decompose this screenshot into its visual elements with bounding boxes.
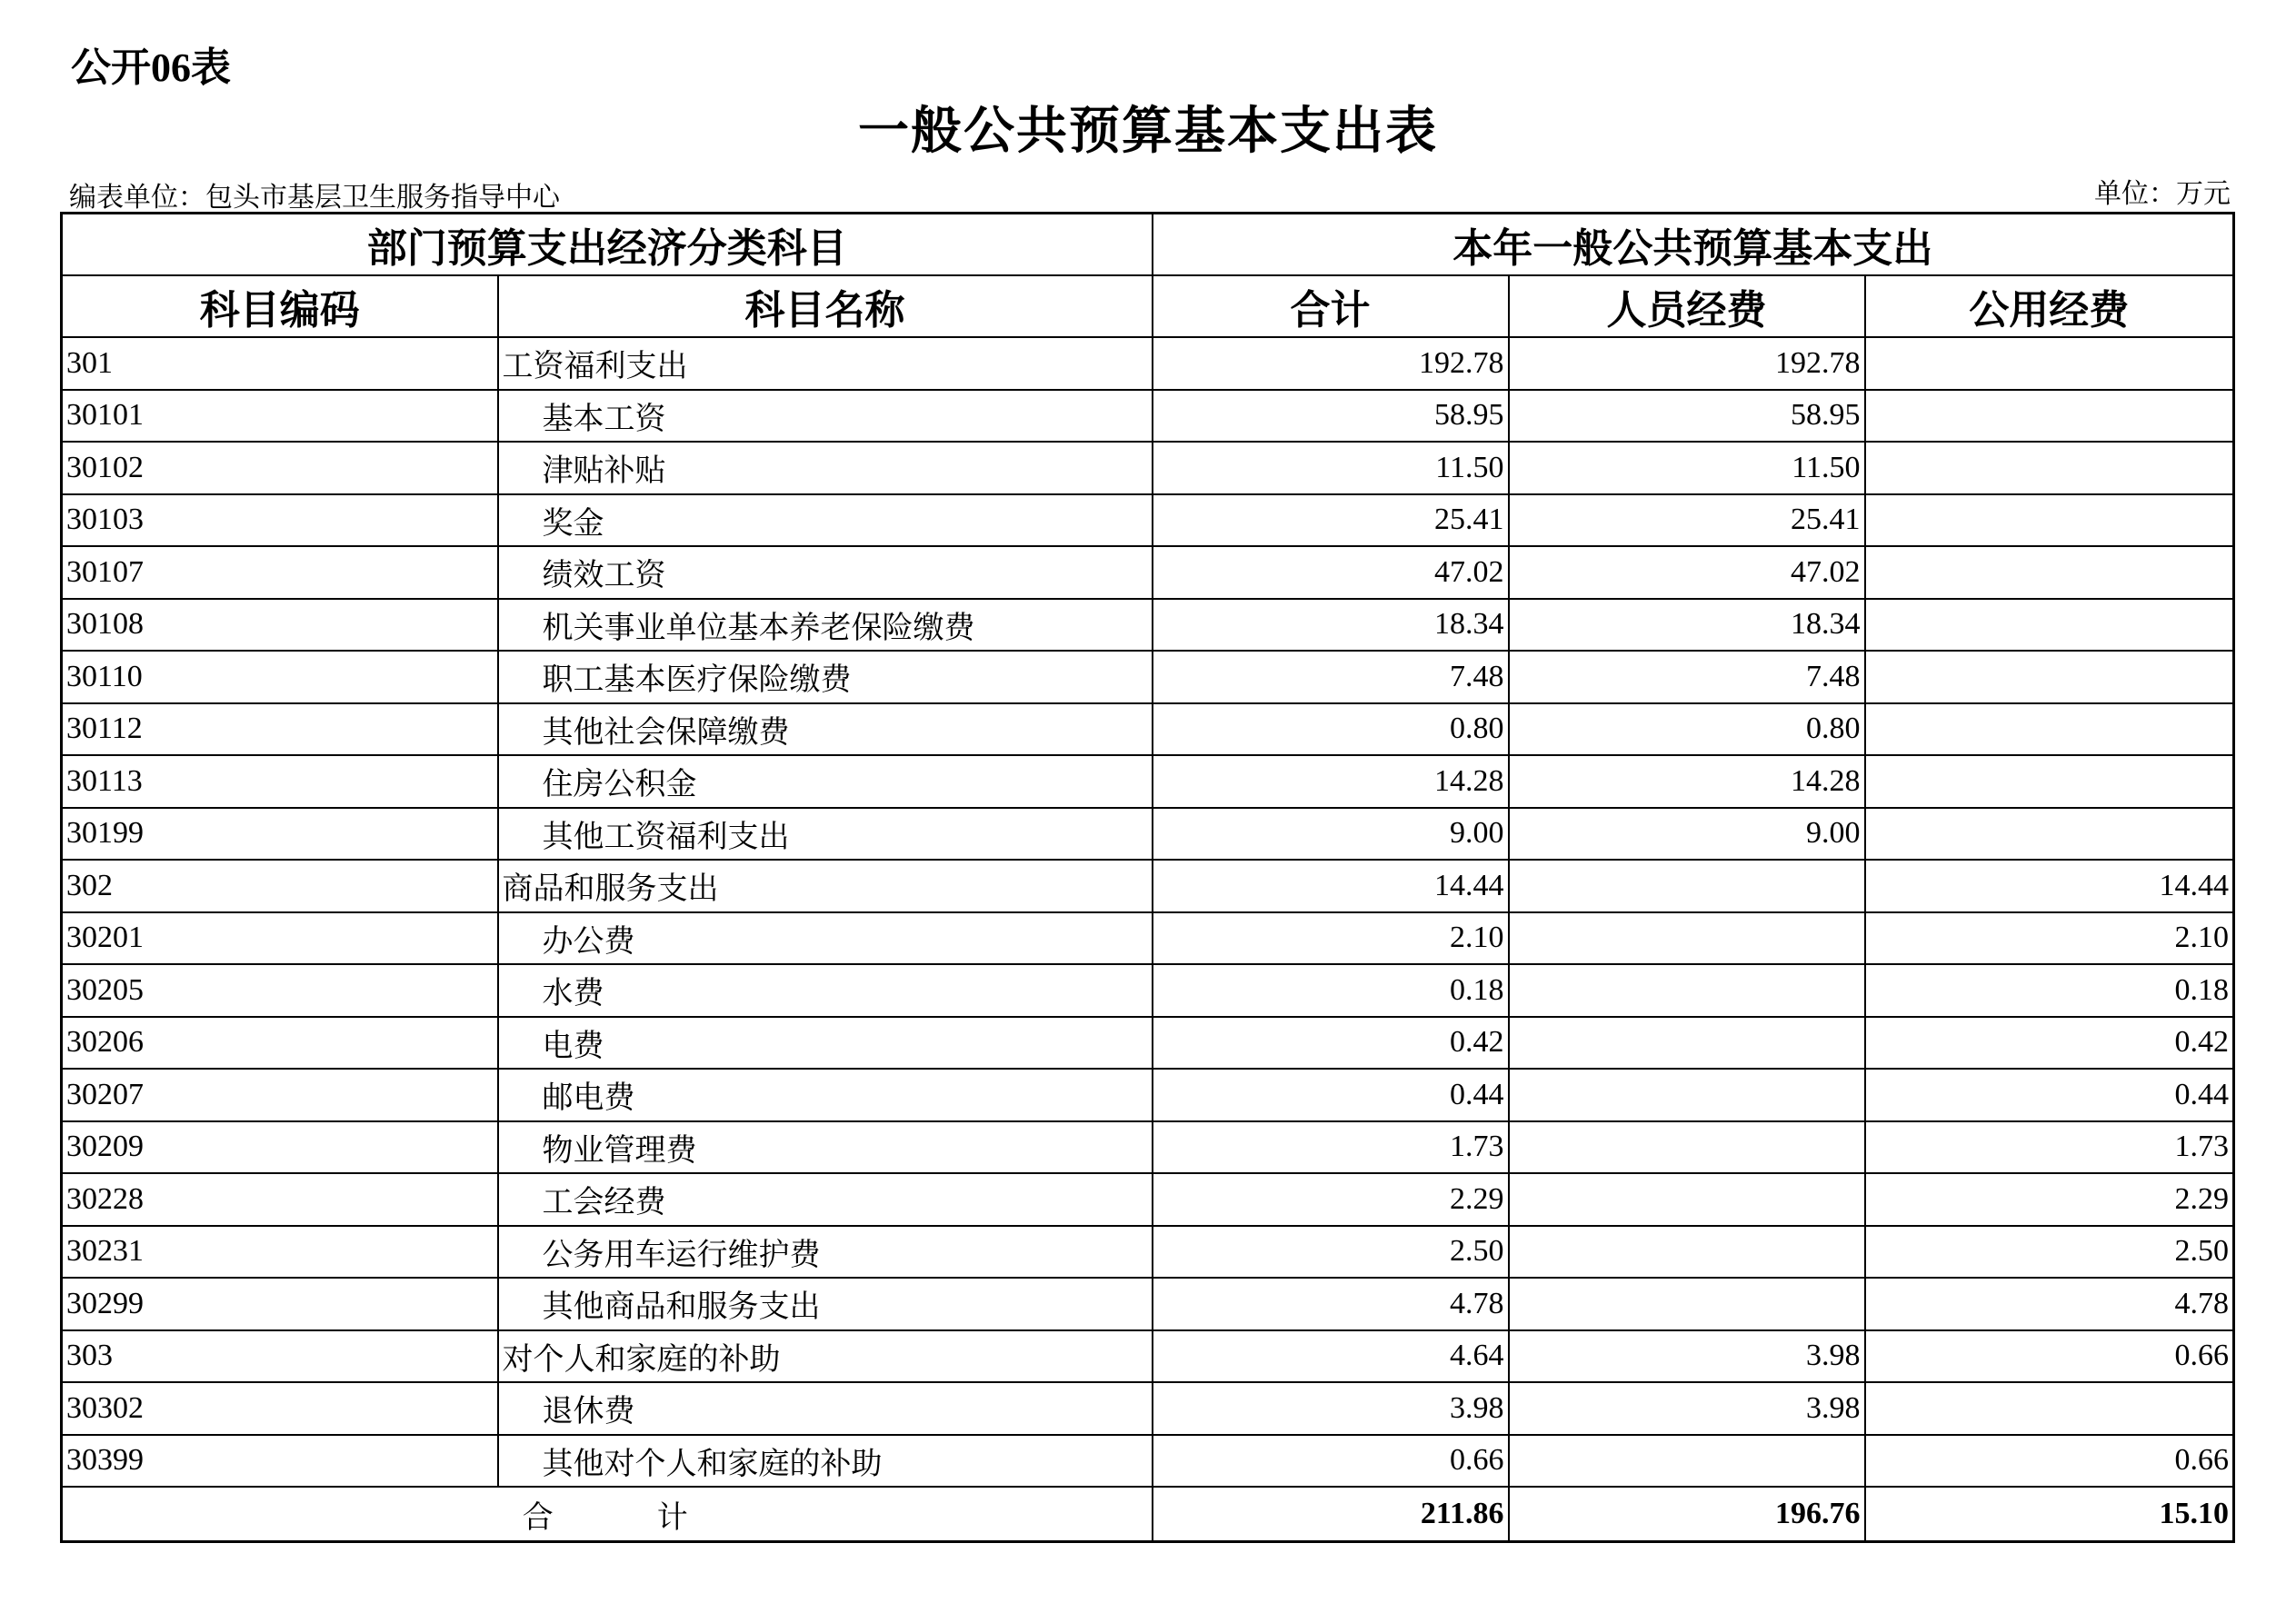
row-public: 0.66	[1865, 1330, 2234, 1383]
row-code: 30231	[62, 1226, 498, 1279]
row-personnel: 9.00	[1509, 808, 1865, 861]
row-total: 1.73	[1153, 1121, 1509, 1174]
row-public	[1865, 390, 2234, 443]
table-row	[62, 1278, 2234, 1330]
total-personnel: 196.76	[1509, 1487, 1865, 1542]
table-row	[62, 651, 2234, 703]
row-personnel	[1509, 912, 1865, 965]
row-code: 30205	[62, 964, 498, 1017]
row-name: 水费	[498, 964, 1153, 1017]
total-sum: 211.86	[1153, 1487, 1509, 1542]
column-header-personnel: 人员经费	[1509, 275, 1865, 337]
row-code: 30107	[62, 546, 498, 599]
row-total: 47.02	[1153, 546, 1509, 599]
row-code: 30113	[62, 755, 498, 808]
table-row	[62, 755, 2234, 808]
row-name: 基本工资	[498, 390, 1153, 443]
row-public: 4.78	[1865, 1278, 2234, 1330]
table-row	[62, 860, 2234, 912]
row-name: 办公费	[498, 912, 1153, 965]
row-name: 工资福利支出	[498, 337, 1153, 390]
total-row	[62, 1487, 2234, 1542]
row-total: 3.98	[1153, 1382, 1509, 1435]
row-total: 14.28	[1153, 755, 1509, 808]
column-header-public: 公用经费	[1865, 275, 2234, 337]
row-total: 25.41	[1153, 494, 1509, 547]
row-name: 其他对个人和家庭的补助	[498, 1435, 1153, 1488]
row-name: 其他工资福利支出	[498, 808, 1153, 861]
row-name: 其他商品和服务支出	[498, 1278, 1153, 1330]
row-personnel	[1509, 860, 1865, 912]
row-personnel: 18.34	[1509, 599, 1865, 652]
row-name: 电费	[498, 1017, 1153, 1070]
row-public	[1865, 546, 2234, 599]
row-total: 0.18	[1153, 964, 1509, 1017]
row-public: 2.10	[1865, 912, 2234, 965]
row-code: 30209	[62, 1121, 498, 1174]
row-code: 301	[62, 337, 498, 390]
row-total: 7.48	[1153, 651, 1509, 703]
row-code: 30207	[62, 1069, 498, 1121]
row-total: 2.50	[1153, 1226, 1509, 1279]
row-public	[1865, 1382, 2234, 1435]
row-name: 津贴补贴	[498, 442, 1153, 494]
row-public	[1865, 703, 2234, 756]
row-name: 奖金	[498, 494, 1153, 547]
row-name: 公务用车运行维护费	[498, 1226, 1153, 1279]
column-header-total: 合计	[1153, 275, 1509, 337]
group-header-row	[62, 214, 2234, 276]
row-total: 4.64	[1153, 1330, 1509, 1383]
table-row	[62, 442, 2234, 494]
row-total: 2.29	[1153, 1173, 1509, 1226]
table-row	[62, 1226, 2234, 1279]
row-personnel	[1509, 1173, 1865, 1226]
row-name: 住房公积金	[498, 755, 1153, 808]
table-row	[62, 1173, 2234, 1226]
row-public: 2.50	[1865, 1226, 2234, 1279]
row-public: 0.18	[1865, 964, 2234, 1017]
row-personnel	[1509, 1278, 1865, 1330]
row-code: 30112	[62, 703, 498, 756]
row-public: 2.29	[1865, 1173, 2234, 1226]
group-header-classification: 部门预算支出经济分类科目	[62, 214, 1153, 276]
row-code: 30102	[62, 442, 498, 494]
total-label-left: 合	[522, 1500, 557, 1535]
row-code: 30399	[62, 1435, 498, 1488]
row-name: 绩效工资	[498, 546, 1153, 599]
row-total: 2.10	[1153, 912, 1509, 965]
row-public	[1865, 494, 2234, 547]
table-row	[62, 1121, 2234, 1174]
row-name: 商品和服务支出	[498, 860, 1153, 912]
row-public	[1865, 651, 2234, 703]
row-total: 0.66	[1153, 1435, 1509, 1488]
row-name: 退休费	[498, 1382, 1153, 1435]
row-total: 0.80	[1153, 703, 1509, 756]
row-personnel: 58.95	[1509, 390, 1865, 443]
row-total: 192.78	[1153, 337, 1509, 390]
row-name: 其他社会保障缴费	[498, 703, 1153, 756]
row-code: 30199	[62, 808, 498, 861]
table-row	[62, 1435, 2234, 1488]
row-public	[1865, 599, 2234, 652]
table-row	[62, 1069, 2234, 1121]
table-row	[62, 599, 2234, 652]
total-label-right: 计	[656, 1500, 692, 1535]
row-public	[1865, 337, 2234, 390]
column-header-name: 科目名称	[498, 275, 1153, 337]
page-title: 一般公共预算基本支出表	[858, 104, 1438, 160]
document-code: 公开06表	[71, 45, 231, 90]
group-header-expenditure: 本年一般公共预算基本支出	[1153, 214, 2234, 276]
row-personnel	[1509, 964, 1865, 1017]
row-public	[1865, 755, 2234, 808]
compiling-unit: 编表单位：包头市基层卫生服务指导中心	[69, 183, 560, 213]
row-personnel: 3.98	[1509, 1330, 1865, 1383]
budget-table	[60, 212, 2235, 1543]
row-total: 0.44	[1153, 1069, 1509, 1121]
row-personnel: 7.48	[1509, 651, 1865, 703]
row-public: 14.44	[1865, 860, 2234, 912]
row-personnel: 192.78	[1509, 337, 1865, 390]
table-body	[62, 337, 2234, 1487]
row-personnel: 14.28	[1509, 755, 1865, 808]
row-personnel	[1509, 1017, 1865, 1070]
row-personnel	[1509, 1121, 1865, 1174]
row-code: 30302	[62, 1382, 498, 1435]
row-total: 4.78	[1153, 1278, 1509, 1330]
row-name: 对个人和家庭的补助	[498, 1330, 1153, 1383]
table-row	[62, 1330, 2234, 1383]
table-row	[62, 1017, 2234, 1070]
row-public	[1865, 808, 2234, 861]
row-public	[1865, 442, 2234, 494]
row-code: 30299	[62, 1278, 498, 1330]
table-row	[62, 546, 2234, 599]
row-personnel: 0.80	[1509, 703, 1865, 756]
currency-unit: 单位：万元	[2094, 179, 2231, 209]
row-personnel	[1509, 1435, 1865, 1488]
row-public: 1.73	[1865, 1121, 2234, 1174]
row-personnel: 47.02	[1509, 546, 1865, 599]
row-name: 邮电费	[498, 1069, 1153, 1121]
row-name: 物业管理费	[498, 1121, 1153, 1174]
column-header-code: 科目编码	[62, 275, 498, 337]
row-total: 58.95	[1153, 390, 1509, 443]
row-total: 0.42	[1153, 1017, 1509, 1070]
row-personnel	[1509, 1226, 1865, 1279]
row-personnel: 25.41	[1509, 494, 1865, 547]
row-public: 0.42	[1865, 1017, 2234, 1070]
table-row	[62, 390, 2234, 443]
row-code: 30228	[62, 1173, 498, 1226]
row-code: 30201	[62, 912, 498, 965]
row-code: 30103	[62, 494, 498, 547]
row-personnel	[1509, 1069, 1865, 1121]
row-name: 职工基本医疗保险缴费	[498, 651, 1153, 703]
row-personnel: 11.50	[1509, 442, 1865, 494]
table-row	[62, 964, 2234, 1017]
total-label	[62, 1487, 1153, 1542]
row-code: 30110	[62, 651, 498, 703]
table-row	[62, 912, 2234, 965]
row-public: 0.44	[1865, 1069, 2234, 1121]
row-code: 303	[62, 1330, 498, 1383]
table-row	[62, 494, 2234, 547]
row-public: 0.66	[1865, 1435, 2234, 1488]
column-header-row	[62, 275, 2234, 337]
row-code: 30101	[62, 390, 498, 443]
table-row	[62, 1382, 2234, 1435]
table-row	[62, 337, 2234, 390]
row-code: 30206	[62, 1017, 498, 1070]
total-public: 15.10	[1865, 1487, 2234, 1542]
row-total: 18.34	[1153, 599, 1509, 652]
row-total: 9.00	[1153, 808, 1509, 861]
row-code: 302	[62, 860, 498, 912]
table-row	[62, 808, 2234, 861]
row-name: 工会经费	[498, 1173, 1153, 1226]
row-total: 11.50	[1153, 442, 1509, 494]
table-row	[62, 703, 2234, 756]
row-name: 机关事业单位基本养老保险缴费	[498, 599, 1153, 652]
row-total: 14.44	[1153, 860, 1509, 912]
row-personnel: 3.98	[1509, 1382, 1865, 1435]
row-code: 30108	[62, 599, 498, 652]
